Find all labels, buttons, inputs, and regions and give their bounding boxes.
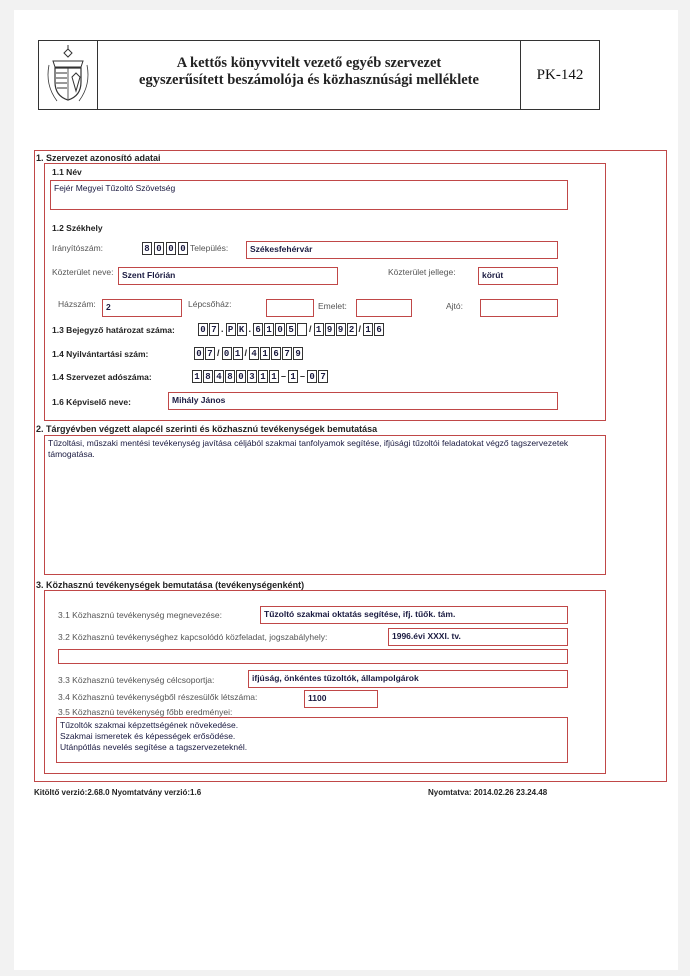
kepviselo-field[interactable] [168,392,558,410]
digit-cell: P [226,323,236,336]
form-title [99,55,519,89]
section2-text-field[interactable] [44,435,606,575]
telepules-label: Település: [190,243,229,253]
section2-text: Tűzoltási, műszaki mentési tevékenység javítása céljából szakmai tanfolyamok segítése, ifjúsági tűzoltói feladatokat végző tagszervezetek támogatása. [48,438,569,459]
eredmenyek-field[interactable] [56,717,568,763]
kozterulet-jelleg-label: Közterület jellege: [388,267,456,277]
telepules-field[interactable] [246,241,558,259]
digit-cell: 5 [286,323,296,336]
szekhely-label: 1.2 Székhely [52,223,103,233]
nev-field[interactable] [50,180,568,210]
digit-cell: 1 [363,323,373,336]
kozfeladat-value: 1996.évi XXXI. tv. [392,631,461,641]
telepules-value: Székesfehérvár [250,244,313,254]
digit-cell: 1 [192,370,202,383]
digit-cell [297,323,307,336]
adoszam-label: 1.4 Szervezet adószáma: [52,372,152,382]
digit-cell: 6 [374,323,384,336]
digit-cell: 1 [258,370,268,383]
form-header [38,40,600,110]
lepcsohaz-label: Lépcsőház: [188,299,232,309]
section1-title: 1. Szervezet azonosító adatai [36,153,161,163]
separator: – [300,371,306,381]
separator: / [244,348,248,358]
digit-cell: 8 [203,370,213,383]
digit-cell: 7 [318,370,328,383]
digit-cell: 1 [233,347,243,360]
digit-cell: K [237,323,247,336]
eredmeny-line: Szakmai ismeretek és képességek erősödése. [60,731,236,741]
form-code: PK-142 [520,41,599,109]
digit-cell: 0 [178,242,188,255]
ajto-field[interactable] [480,299,558,317]
title-line-1: A kettős könyvvitelt vezető egyéb szervezet [176,55,442,71]
megnevezes-label: 3.1 Közhasznú tevékenység megnevezése: [58,610,222,620]
digit-cell: 7 [209,323,219,336]
separator: / [309,324,312,334]
title-line-2: egyszerűsített beszámolója és közhasznúsági melléklete [139,72,479,88]
iranyitoszam-cells[interactable] [142,242,188,255]
kozterulet-jelleg-value: körút [482,270,504,280]
footer-printed: Nyomtatva: 2014.02.26 23.24.48 [428,788,548,797]
hazszam-field[interactable] [102,299,182,317]
digit-cell: 1 [260,347,270,360]
eredmeny-line: Utánpótlás nevelés segítése a tagszervezeteknél. [60,742,248,752]
hazszam-label: Házszám: [58,299,96,309]
kepviselo-label: 1.6 Képviselő neve: [52,397,131,407]
megnevezes-field[interactable] [260,606,568,624]
eredmeny-line: Tűzoltók szakmai képzettségének növekedése. [60,720,239,730]
separator: . [248,324,252,334]
digit-cell: 0 [236,370,246,383]
nev-value: Fejér Megyei Tűzoltó Szövetség [54,183,176,193]
digit-cell: 1 [314,323,324,336]
separator: . [221,324,224,334]
digit-cell: 4 [249,347,259,360]
digit-cell: 6 [253,323,263,336]
iranyitoszam-label: Irányítószám: [52,243,104,253]
adoszam-cells[interactable] [192,370,328,383]
kozterulet-nev-value: Szent Flórián [122,270,176,280]
celcsoport-field[interactable] [248,670,568,688]
kozterulet-nev-field[interactable] [118,267,338,285]
emelet-label: Emelet: [318,301,347,311]
digit-cell: 0 [307,370,317,383]
digit-cell: 7 [282,347,292,360]
digit-cell: 2 [347,323,357,336]
letszam-field[interactable] [304,690,378,708]
digit-cell: 9 [325,323,335,336]
kozterulet-nev-label: Közterület neve: [52,267,114,277]
nyilvantartasi-label: 1.4 Nyilvántartási szám: [52,349,149,359]
emelet-field[interactable] [356,299,412,317]
kozfeladat-extra-field[interactable] [58,649,568,664]
digit-cell: 3 [247,370,257,383]
digit-cell: 1 [264,323,274,336]
footer-version: Kitöltő verzió:2.68.0 Nyomtatvány verzió:1.6 [34,788,202,797]
digit-cell: 6 [271,347,281,360]
separator: / [358,324,362,334]
digit-cell: 8 [225,370,235,383]
hazszam-value: 2 [106,302,111,312]
digit-cell: 0 [166,242,176,255]
digit-cell: 1 [269,370,279,383]
ajto-label: Ajtó: [446,301,464,311]
letszam-label: 3.4 Közhasznú tevékenységből részesülők létszáma: [58,692,258,702]
kepviselo-value: Mihály János [172,395,226,405]
celcsoport-label: 3.3 Közhasznú tevékenység célcsoportja: [58,675,215,685]
lepcsohaz-field[interactable] [266,299,314,317]
separator: – [281,371,287,381]
section3-title: 3. Közhasznú tevékenységek bemutatása (tevékenységenként) [36,580,305,590]
digit-cell: 0 [154,242,164,255]
bejegyzo-label: 1.3 Bejegyző határozat száma: [52,325,175,335]
kozfeladat-field[interactable] [388,628,568,646]
megnevezes-value: Tűzoltó szakmai oktatás segítése, ifj. tűők. tám. [264,609,456,619]
kozfeladat-label: 3.2 Közhasznú tevékenységhez kapcsolódó közfeladat, jogszabályhely: [58,632,328,642]
digit-cell: 1 [288,370,298,383]
digit-cell: 8 [142,242,152,255]
eredmenyek-label: 3.5 Közhasznú tevékenység főbb eredményei: [58,707,233,717]
form-page [14,10,678,970]
coat-of-arms-icon [39,41,98,109]
digit-cell: 4 [214,370,224,383]
letszam-value: 1100 [308,693,327,703]
separator: / [217,348,220,358]
bejegyzo-cells[interactable] [198,323,384,336]
kozterulet-jelleg-field[interactable] [478,267,558,285]
digit-cell: 0 [275,323,285,336]
digit-cell: 0 [194,347,204,360]
digit-cell: 0 [222,347,232,360]
digit-cell: 9 [293,347,303,360]
digit-cell: 0 [198,323,208,336]
nev-label: 1.1 Név [52,167,82,177]
celcsoport-value: ifjúság, önkéntes tűzoltók, állampolgárok [252,673,419,683]
digit-cell: 7 [205,347,215,360]
section2-title: 2. Tárgyévben végzett alapcél szerinti és közhasznú tevékenységek bemutatása [36,424,378,434]
digit-cell: 9 [336,323,346,336]
nyilvantartasi-cells[interactable] [194,347,303,360]
